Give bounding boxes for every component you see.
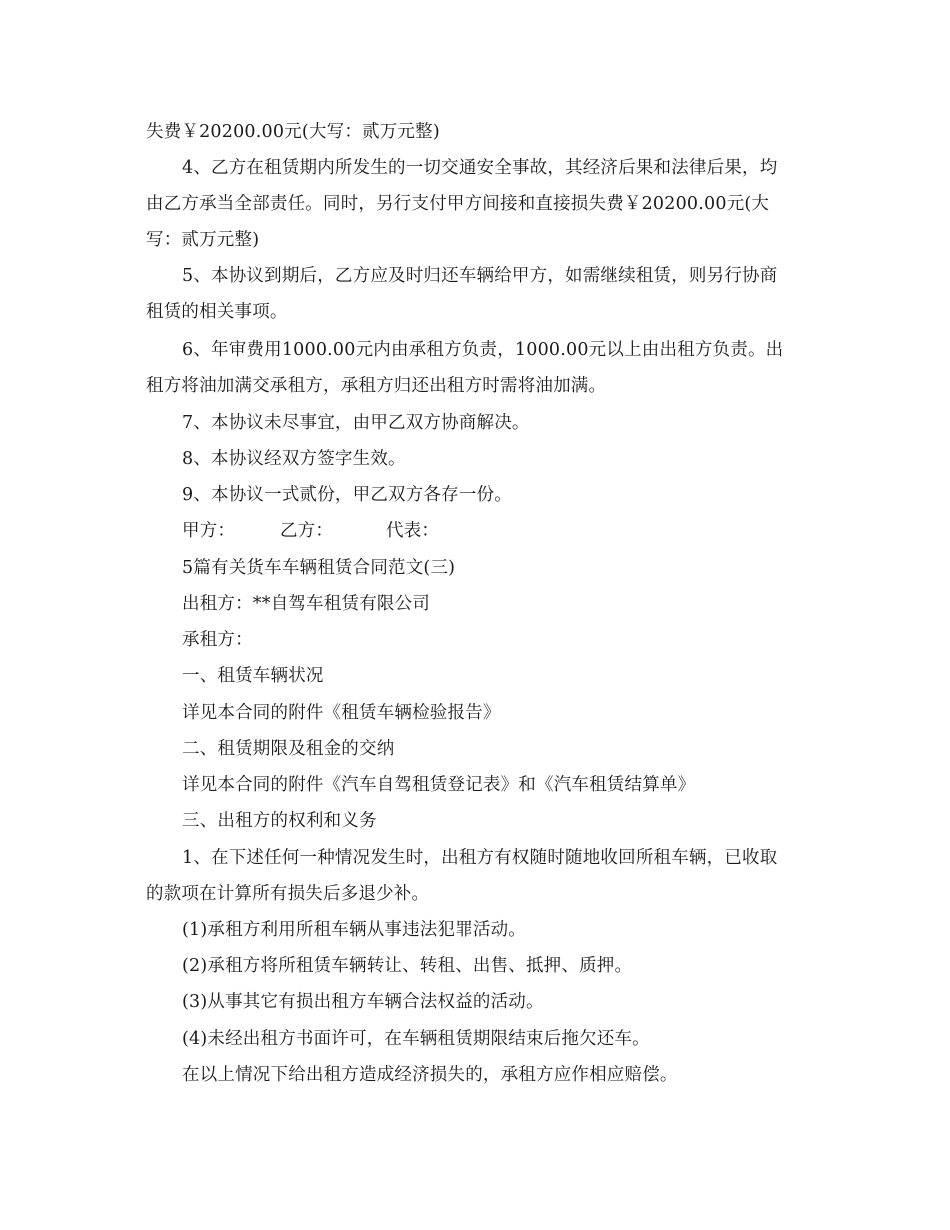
text-line: 失费￥20200.00元(大写：贰万元整) (146, 122, 440, 142)
text-line: 的款项在计算所有损失后多退少补。 (146, 884, 430, 904)
clause-5: 5、本协议到期后，乙方应及时归还车辆给甲方，如需继续租赁，则另行协商 (182, 266, 778, 286)
lessee-line: 承租方： (182, 630, 253, 650)
text-line: 租赁的相关事项。 (146, 302, 288, 322)
signature-row (182, 519, 852, 543)
representative-label: 代表： (386, 521, 440, 541)
text-line: 详见本合同的附件《汽车自驾租赁登记表》和《汽车租赁结算单》 (182, 775, 696, 795)
clause-4: 4、乙方在租赁期内所发生的一切交通安全事故，其经济后果和法律后果，均 (182, 158, 778, 178)
text-line: 详见本合同的附件《租赁车辆检验报告》 (182, 703, 501, 723)
clause-8: 8、本协议经双方签字生效。 (182, 449, 406, 469)
party-b-label: 乙方： (280, 521, 334, 541)
clause-1: 1、在下述任何一种情况发生时，出租方有权随时随地收回所租车辆，已收取 (182, 848, 778, 868)
party-a-label: 甲方： (182, 521, 236, 541)
sub-clause-3: (3)从事其它有损出租方车辆合法权益的活动。 (182, 992, 544, 1012)
text-line: 在以上情况下给出租方造成经济损失的，承租方应作相应赔偿。 (182, 1065, 678, 1085)
text-line: 由乙方承当全部责任。同时，另行支付甲方间接和直接损失费￥20200.00元(大 (146, 194, 770, 214)
sub-clause-2: (2)承租方将所租赁车辆转让、转租、出售、抵押、质押。 (182, 956, 633, 976)
clause-6: 6、年审费用1000.00元内由承租方负责，1000.00元以上由出租方负责。出 (182, 340, 784, 360)
text-line: 租方将油加满交承租方，承租方归还出租方时需将油加满。 (146, 376, 607, 396)
lessor-line: 出租方：**自驾车租赁有限公司 (182, 594, 430, 614)
section-title: 5篇有关货车车辆租赁合同范文(三) (182, 558, 456, 578)
sub-clause-4: (4)未经出租方书面许可，在车辆租赁期限结束后拖欠还车。 (182, 1029, 650, 1049)
heading-lease-term: 二、租赁期限及租金的交纳 (182, 739, 395, 759)
sub-clause-1: (1)承租方利用所租车辆从事违法犯罪活动。 (182, 920, 526, 940)
text-line: 写：贰万元整) (146, 230, 260, 250)
clause-7: 7、本协议未尽事宜，由甲乙双方协商解决。 (182, 413, 530, 433)
heading-vehicle-status: 一、租赁车辆状况 (182, 666, 324, 686)
clause-9: 9、本协议一式贰份，甲乙双方各存一份。 (182, 485, 512, 505)
heading-lessor-rights: 三、出租方的权利和义务 (182, 811, 377, 831)
